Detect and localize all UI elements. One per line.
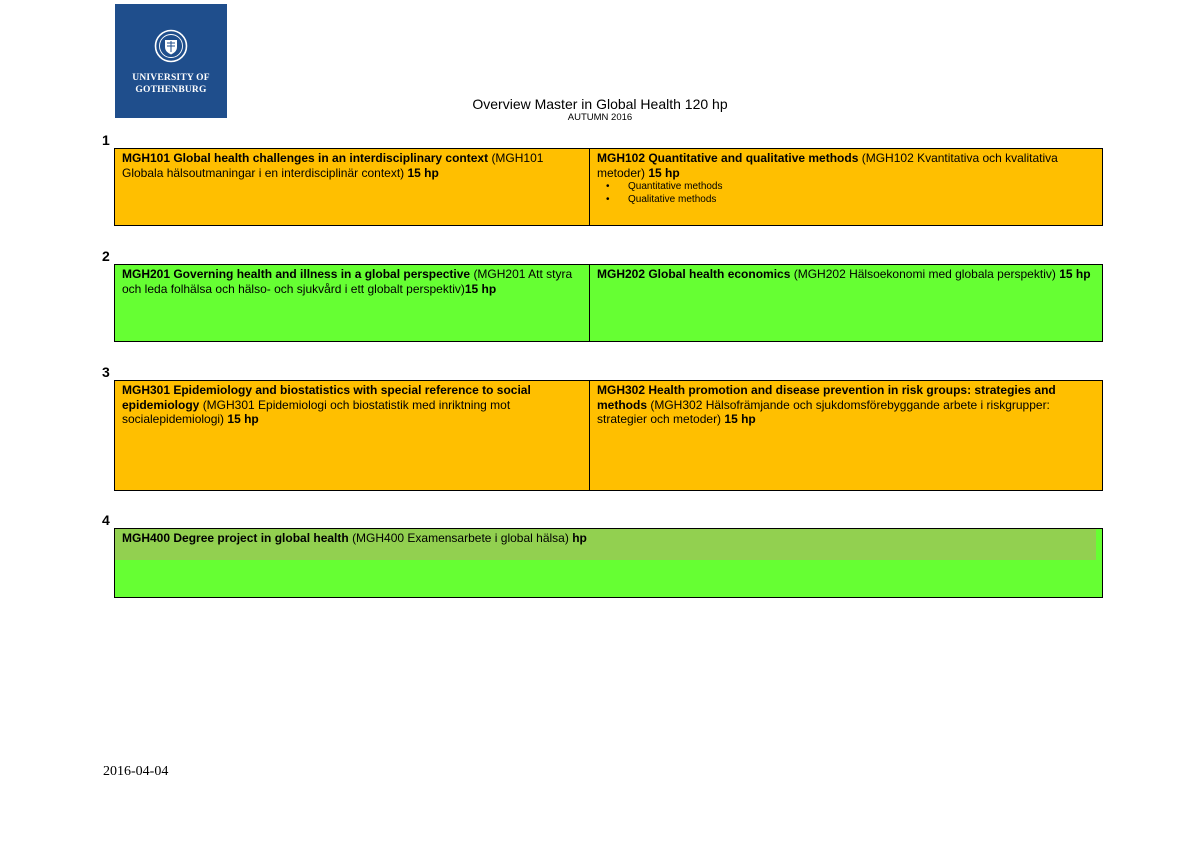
semester-3-row [114,380,1103,491]
course-mgh202 [589,265,1102,341]
course-mgh400 [115,529,1096,560]
course-mgh302 [589,381,1102,490]
course-title: MGH400 Degree project in global health [122,531,349,545]
semester-4-label: 4 [102,512,110,528]
document-title: Overview Master in Global Health 120 hp [472,96,728,112]
logo-wordmark: UNIVERSITY OF GOTHENBURG [132,73,210,95]
course-credits: 15 hp [407,165,439,180]
document-date: 2016-04-04 [103,764,169,779]
semester-2-label: 2 [102,248,110,264]
course-title: MGH202 Global health economics [597,267,791,281]
course-credits: hp [572,531,587,545]
course-credits: 15 hp [648,165,680,180]
course-swedish-title: (MGH302 Hälsofrämjande och sjukdomsförebyggande arbete i riskgrupper: strategier och metoder) [597,397,1050,426]
course-title: MGH302 Health promotion and disease prevention in risk groups: strategies and methods [597,383,1056,412]
course-swedish-title: (MGH301 Epidemiologi och biostatistik med inriktning mot socialepidemiologi) [122,397,511,426]
course-title: MGH201 Governing health and illness in a global perspective [122,267,471,281]
course-title: MGH102 Quantitative and qualitative methods [597,151,859,165]
course-credits: 15 hp [724,412,756,426]
course-swedish-title: (MGH102 Kvantitativa och kvalitativa metoder) [597,151,1058,180]
course-swedish-title: (MGH400 Examensarbete i global hälsa) [352,531,569,545]
course-credits: 15 hp [227,412,259,426]
semester-2-row [114,264,1103,342]
university-logo [115,4,227,118]
course-title: MGH101 Global health challenges in an interdisciplinary context [122,151,489,165]
course-mgh101 [115,149,589,225]
list-item: • Qualitative methods [628,193,1096,206]
document-subtitle: AUTUMN 2016 [567,112,633,123]
course-swedish-title: (MGH202 Hälsoekonomi med globala perspektiv) [793,267,1056,281]
course-topics-list [597,180,1096,206]
semester-1-label: 1 [102,132,110,148]
course-title: MGH301 Epidemiology and biostatistics with special reference to social epidemiology [122,383,531,412]
course-mgh201 [115,265,589,341]
course-swedish-title: (MGH201 Att styra och leda folhälsa och hälso- och sjukvård i ett globalt perspektiv) [122,267,573,296]
course-swedish-title: (MGH101 Globala hälsoutmaningar i en interdisciplinär context) [122,151,544,180]
course-mgh301 [115,381,589,490]
course-credits: 15 hp [1059,267,1091,281]
course-mgh102 [589,149,1102,225]
course-credits: 15 hp [464,281,497,296]
university-seal-icon [154,29,188,63]
semester-1-row [114,148,1103,226]
semester-3-label: 3 [102,364,110,380]
list-item: • Quantitative methods [628,180,1096,193]
semester-4-row [114,528,1103,598]
